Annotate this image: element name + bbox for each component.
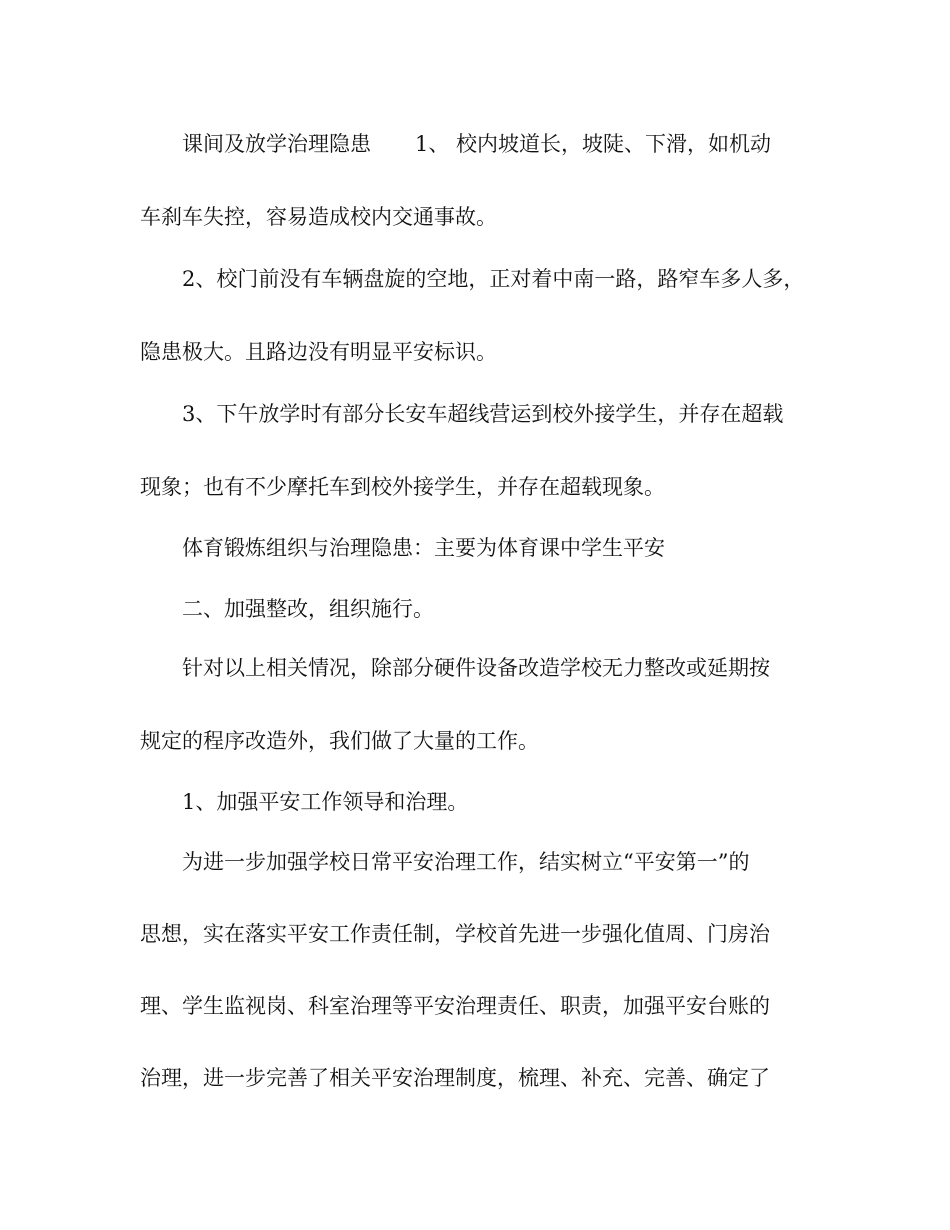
text-line: 为进一步加强学校日常平安治理工作，结实树立“平安第一”的 — [182, 850, 750, 874]
text-line: 思想，实在落实平安工作责任制，学校首先进一步强化值周、门房治 — [140, 922, 770, 946]
text-line: 隐患极大。且路边没有明显平安标识。 — [140, 340, 497, 364]
text-line: 规定的程序改造外，我们做了大量的工作。 — [140, 729, 539, 753]
text-line — [182, 129, 771, 159]
text-line: 针对以上相关情况，除部分硬件设备改造学校无力整改或延期按 — [182, 656, 770, 680]
text-line: 治理，进一步完善了相关平安治理制度，梳理、补充、完善、确定了 — [140, 1066, 770, 1090]
text-line: 现象；也有不少摩托车到校外接学生，并存在超载现象。 — [140, 475, 665, 499]
text-line: 车刹车失控，容易造成校内交通事故。 — [140, 205, 497, 229]
text-segment: 课间及放学治理隐患 — [182, 132, 371, 156]
text-line: 3、下午放学时有部分长安车超线营运到校外接学生，并存在超载 — [182, 402, 784, 426]
text-segment: 1、 校内坡道长，坡陡、下滑，如机动 — [415, 132, 772, 156]
text-line: 二、加强整改，组织施行。 — [182, 597, 434, 621]
text-line: 1、加强平安工作领导和治理。 — [182, 790, 469, 814]
text-line: 2、校门前没有车辆盘旋的空地，正对着中南一路，路窄车多人多， — [182, 267, 805, 291]
text-line: 体育锻炼组织与治理隐患：主要为体育课中学生平安 — [182, 536, 665, 560]
text-line: 理、学生监视岗、科室治理等平安治理责任、职责，加强平安台账的 — [140, 994, 770, 1018]
